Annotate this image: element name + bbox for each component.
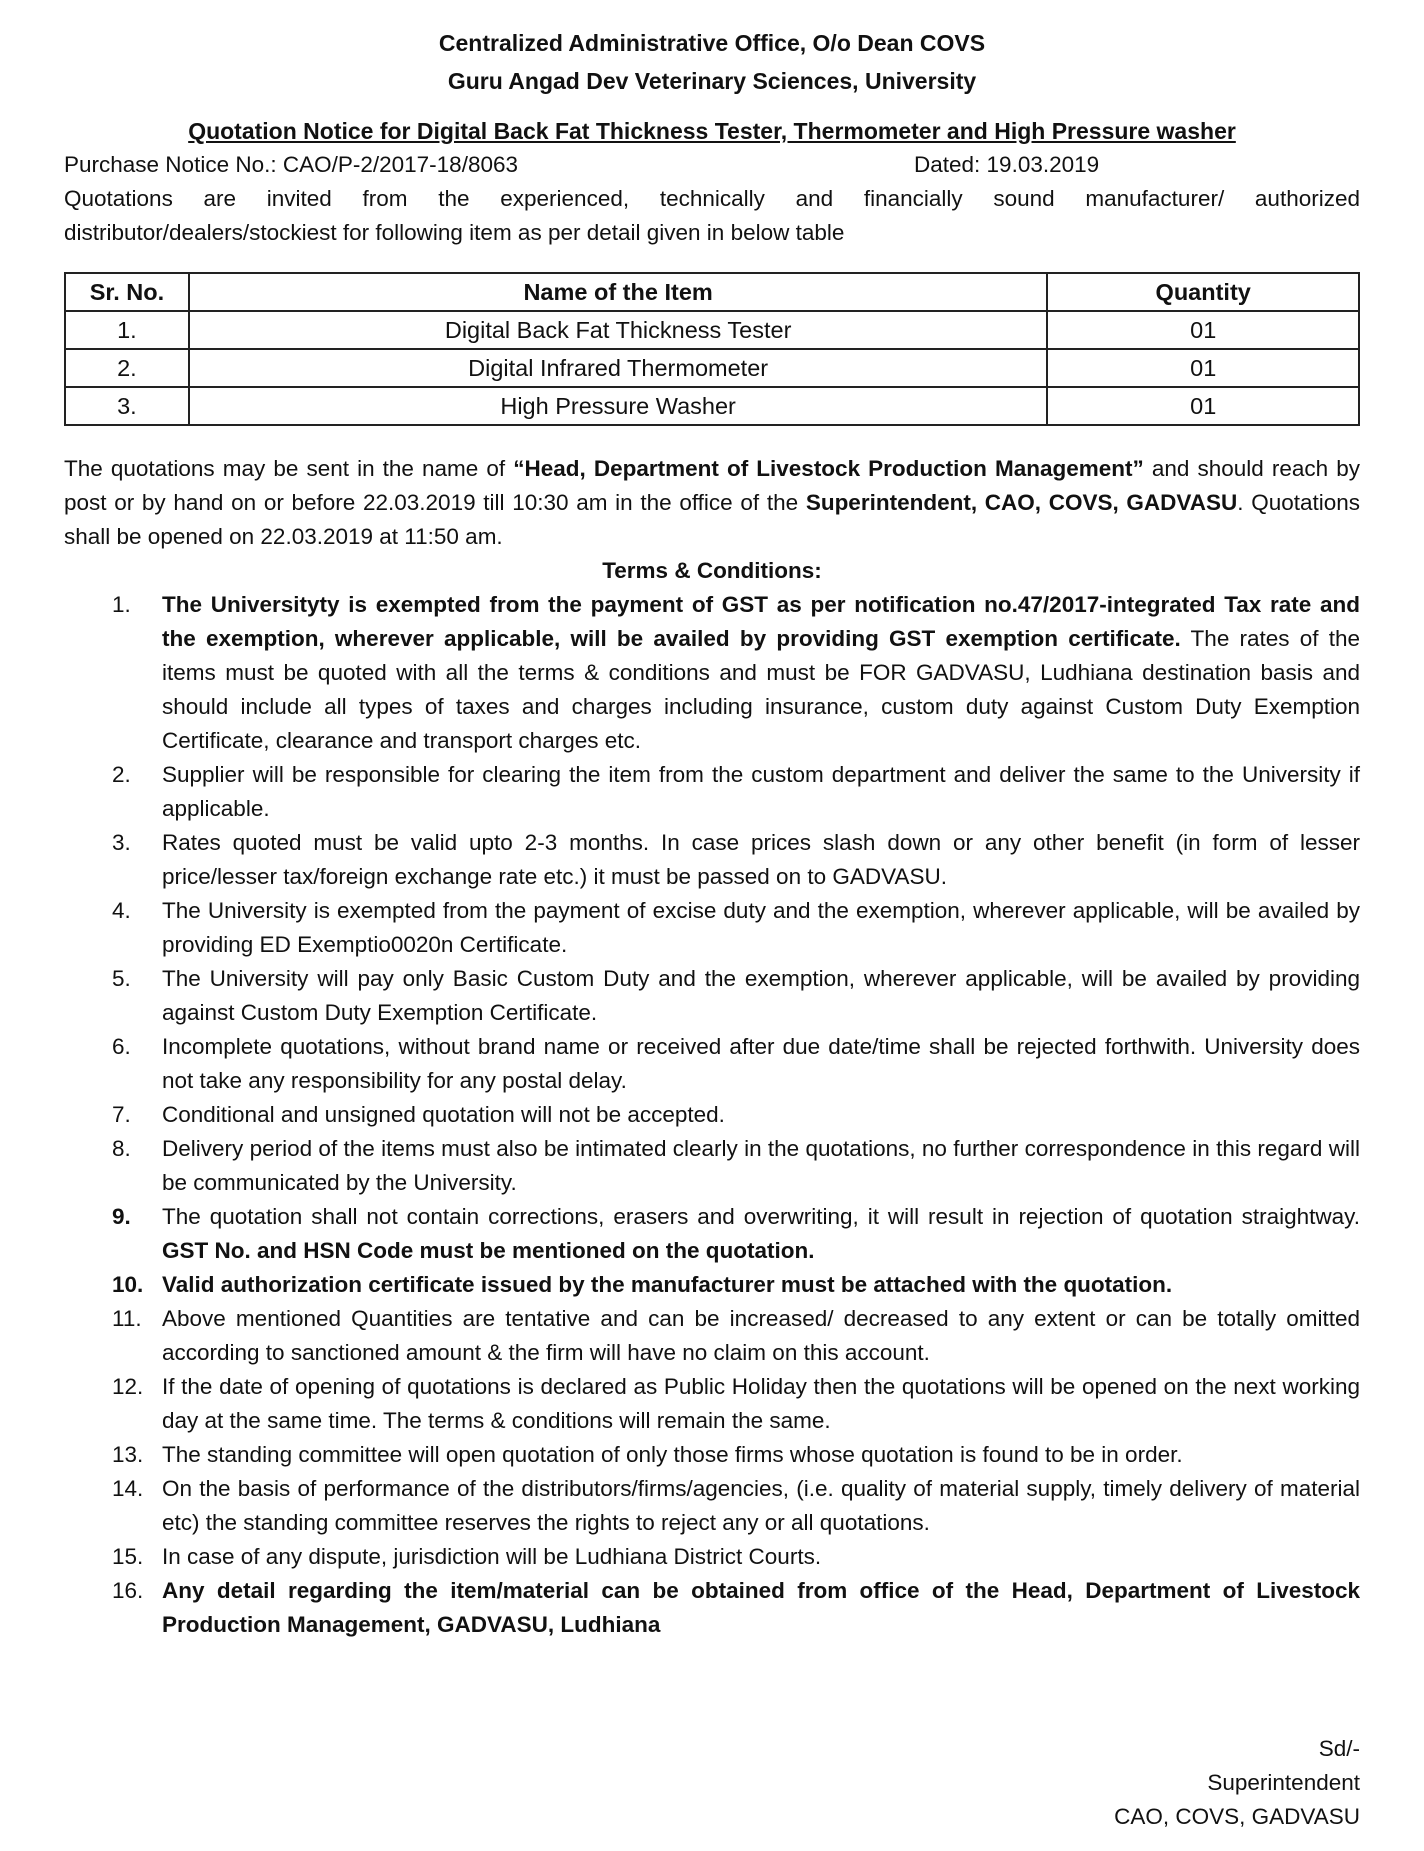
term-number: 15. [112,1544,144,1569]
terms-list [64,588,1360,1642]
term-text: Conditional and unsigned quotation will not be accepted. [162,1102,725,1127]
term-text: Supplier will be responsible for clearing the item from the custom department and deliver the same to the University if applicable. [162,762,1360,821]
list-item [64,894,1360,962]
signatory-office: CAO, COVS, GADVASU [1114,1804,1360,1829]
submission-text-1: The quotations may be sent in the name of [64,456,514,481]
list-item [64,826,1360,894]
column-header-quantity: Quantity [1047,273,1359,311]
university-name: Guru Angad Dev Veterinary Sciences, University [447,68,977,94]
signature-block [1114,1732,1360,1834]
list-item [64,1472,1360,1540]
term-number: 13. [112,1442,144,1467]
table-row [65,387,1359,425]
term-number: 4. [112,898,131,923]
list-item [64,962,1360,1030]
intro-paragraph: Quotations are invited from the experienced, technically and financially sound manufacturer/ authorized distributor/dealers/stockiest for following item as per detail given in below table [64,186,1360,245]
term-number: 3. [112,830,131,855]
cell-item-name: Digital Infrared Thermometer [189,349,1048,387]
term-text: The University is exempted from the payment of excise duty and the exemption, wherever applicable, will be availed by providing ED Exemptio0020n Certificate. [162,898,1360,957]
term-text: Valid authorization certificate issued by the manufacturer must be attached with the quotation. [162,1272,1173,1297]
term-text: Above mentioned Quantities are tentative and can be increased/ decreased to any extent or can be totally omitted according to sanctioned amount & the firm will have no claim on this account. [162,1306,1360,1365]
term-number: 9. [112,1204,131,1229]
term-number: 10. [112,1272,144,1297]
cell-sr-no: 2. [65,349,189,387]
list-item [64,1302,1360,1370]
notice-title: Quotation Notice for Digital Back Fat Thickness Tester, Thermometer and High Pressure washer [188,118,1236,144]
table-row [65,311,1359,349]
term-number: 16. [112,1578,144,1603]
list-item [64,1574,1360,1642]
cell-item-name: Digital Back Fat Thickness Tester [189,311,1048,349]
list-item [64,1540,1360,1574]
table-row [65,349,1359,387]
submission-paragraph [64,452,1360,554]
column-header-sr-no: Sr. No. [65,273,189,311]
term-number: 6. [112,1034,131,1059]
term-text: Incomplete quotations, without brand name or received after due date/time shall be rejected forthwith. University does not take any responsibility for any postal delay. [162,1034,1360,1093]
submission-office: Superintendent, CAO, COVS, GADVASU [805,490,1238,515]
addressee-name: “Head, Department of Livestock Production Management” [513,456,1144,481]
list-item [64,1370,1360,1438]
terms-heading: Terms & Conditions: [602,558,822,583]
term-plain-text: The rates of the items must be quoted with all the terms & conditions and must be FOR GADVASU, Ludhiana destination basis and should include all types of taxes and charges including insurance, custom duty against Custom Duty Exemption Certificate, clearance and transport charges etc. [162,626,1361,753]
column-header-item-name: Name of the Item [189,273,1048,311]
term-text: On the basis of performance of the distributors/firms/agencies, (i.e. quality of material supply, timely delivery of material etc) the standing committee reserves the rights to reject any or all quotations. [162,1476,1360,1535]
cell-sr-no: 1. [65,311,189,349]
term-text [162,1200,1360,1268]
term-text: Any detail regarding the item/material can be obtained from office of the Head, Department of Livestock Production Management, GADVASU, Ludhiana [162,1578,1360,1637]
term-number: 8. [112,1136,131,1161]
submission-text-2: and should reach by post or by hand on or before 22.03.2019 till 10:30 am in the office of the [64,456,1360,515]
list-item [64,588,1360,758]
term-text: In case of any dispute, jurisdiction will be Ludhiana District Courts. [162,1544,822,1569]
list-item [64,1200,1360,1268]
term-plain-text: The quotation shall not contain corrections, erasers and overwriting, it will result in rejection of quotation straightway. [162,1204,1360,1229]
purchase-notice-number: Purchase Notice No.: CAO/P-2/2017-18/8063 [64,152,518,177]
list-item [64,1268,1360,1302]
cell-quantity: 01 [1047,311,1359,349]
cell-quantity: 01 [1047,349,1359,387]
reference-line [64,148,1360,182]
table-header-row [65,273,1359,311]
term-bold-text: The Universityty is exempted from the payment of GST as per notification no.47/2017-integrated Tax rate and the exemption, wherever applicable, will be availed by providing GST exemption certificate. [162,592,1360,651]
submission-text-3: . Quotations shall be opened on 22.03.2019 at 11:50 am. [64,490,1361,549]
cell-item-name: High Pressure Washer [189,387,1048,425]
term-text [162,588,1360,758]
list-item [64,1438,1360,1472]
term-number: 1. [112,592,131,617]
items-table [64,272,1360,426]
signatory-title: Superintendent [1207,1770,1360,1795]
cell-quantity: 01 [1047,387,1359,425]
term-number: 5. [112,966,131,991]
list-item [64,1030,1360,1098]
signature-sd: Sd/- [1318,1736,1360,1761]
term-number: 2. [112,762,131,787]
notice-date: Dated: 19.03.2019 [914,152,1100,177]
term-number: 12. [112,1374,144,1399]
term-bold-text: GST No. and HSN Code must be mentioned on the quotation. [162,1238,815,1263]
office-name: Centralized Administrative Office, O/o Dean COVS [438,30,986,56]
term-text: Delivery period of the items must also be intimated clearly in the quotations, no further correspondence in this regard will be communicated by the University. [162,1136,1360,1195]
term-number: 11. [112,1306,142,1331]
term-text: If the date of opening of quotations is declared as Public Holiday then the quotations will be opened on the next working day at the same time. The terms & conditions will remain the same. [162,1374,1360,1433]
term-number: 14. [112,1476,144,1501]
list-item [64,1098,1360,1132]
term-text: The standing committee will open quotation of only those firms whose quotation is found to be in order. [162,1442,1183,1467]
list-item [64,1132,1360,1200]
term-number: 7. [112,1102,131,1127]
notice-document [64,24,1360,1642]
cell-sr-no: 3. [65,387,189,425]
term-text: Rates quoted must be valid upto 2-3 months. In case prices slash down or any other benefit (in form of lesser price/lesser tax/foreign exchange rate etc.) it must be passed on to GADVASU. [162,830,1360,889]
list-item [64,758,1360,826]
term-text: The University will pay only Basic Custom Duty and the exemption, wherever applicable, will be availed by providing against Custom Duty Exemption Certificate. [162,966,1360,1025]
